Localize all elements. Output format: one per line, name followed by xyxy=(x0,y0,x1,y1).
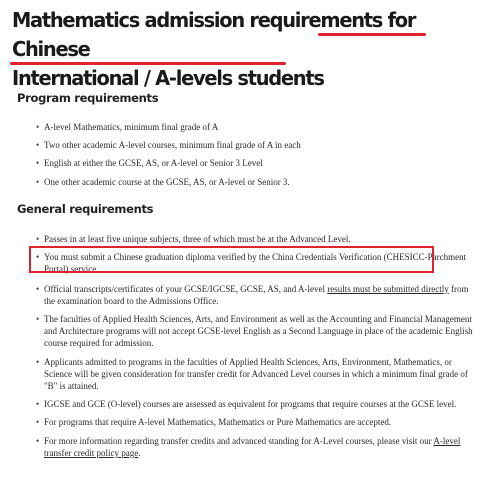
list-item: • For programs that require A-level Mathematics, Mathematics or Pure Mathematics are accepted. xyxy=(36,416,476,428)
title-line-2: International / A-levels students xyxy=(12,66,324,90)
red-highlight-box xyxy=(29,246,434,273)
program-requirements-list xyxy=(36,121,476,194)
list-item-text: from the examination board to the Admissions Office. xyxy=(44,283,469,306)
page-title xyxy=(12,6,468,93)
red-underline-top xyxy=(318,33,426,36)
red-underline-bottom xyxy=(10,62,286,65)
general-requirements-heading: General requirements xyxy=(17,202,154,216)
list-item xyxy=(36,283,476,307)
title-part-1: Mathematics admission requirements xyxy=(12,8,388,32)
list-item-text: For more information regarding transfer credits and advanced standing for A-Level courses, please visit our xyxy=(44,435,434,446)
title-highlight: for Chinese xyxy=(12,8,416,61)
list-item: • English at either the GCSE, AS, or A-level or Senior 3 Level xyxy=(36,157,476,169)
list-item: • The faculties of Applied Health Sciences, Arts, and Environment as well as the Accounting and Financial Management and Architecture programs will not accept GCSE-level English as a Second Language in place of the academic English course required for admission. xyxy=(36,313,476,350)
list-item: • IGCSE and GCE (O-level) courses are assessed as equivalent for programs that require courses at the GCSE level. xyxy=(36,398,476,410)
list-item-text: . xyxy=(138,447,141,458)
list-item: • A-level Mathematics, minimum final grade of A xyxy=(36,121,476,133)
list-item: • Applicants admitted to programs in the faculties of Applied Health Sciences, Arts, Environment, Mathematics, or Science will be given consideration for transfer credit for Advanced Level courses in which a minimum final grade of "B" is attained. xyxy=(36,356,476,393)
list-item: • One other academic course at the GCSE, AS, or A-level or Senior 3. xyxy=(36,176,476,188)
list-item-highlighted: • You must submit a Chinese graduation diploma verified by the China Credentials Verification (CHESICC-Parchment Portal) service. xyxy=(36,251,476,275)
transfer-credit-policy-link[interactable]: A-level transfer credit policy page xyxy=(44,435,461,458)
list-item: • Passes in at least five unique subjects, three of which must be at the Advanced Level. xyxy=(36,233,476,245)
program-requirements-heading: Program requirements xyxy=(17,91,159,105)
list-item-text: Official transcripts/certificates of your GCSE/IGCSE, GCSE, AS, and A-level xyxy=(44,283,328,294)
list-item: • Two other academic A-level courses, minimum final grade of A in each xyxy=(36,139,476,151)
results-submitted-link[interactable]: results must be submitted directly xyxy=(327,283,449,294)
list-item xyxy=(36,435,476,459)
